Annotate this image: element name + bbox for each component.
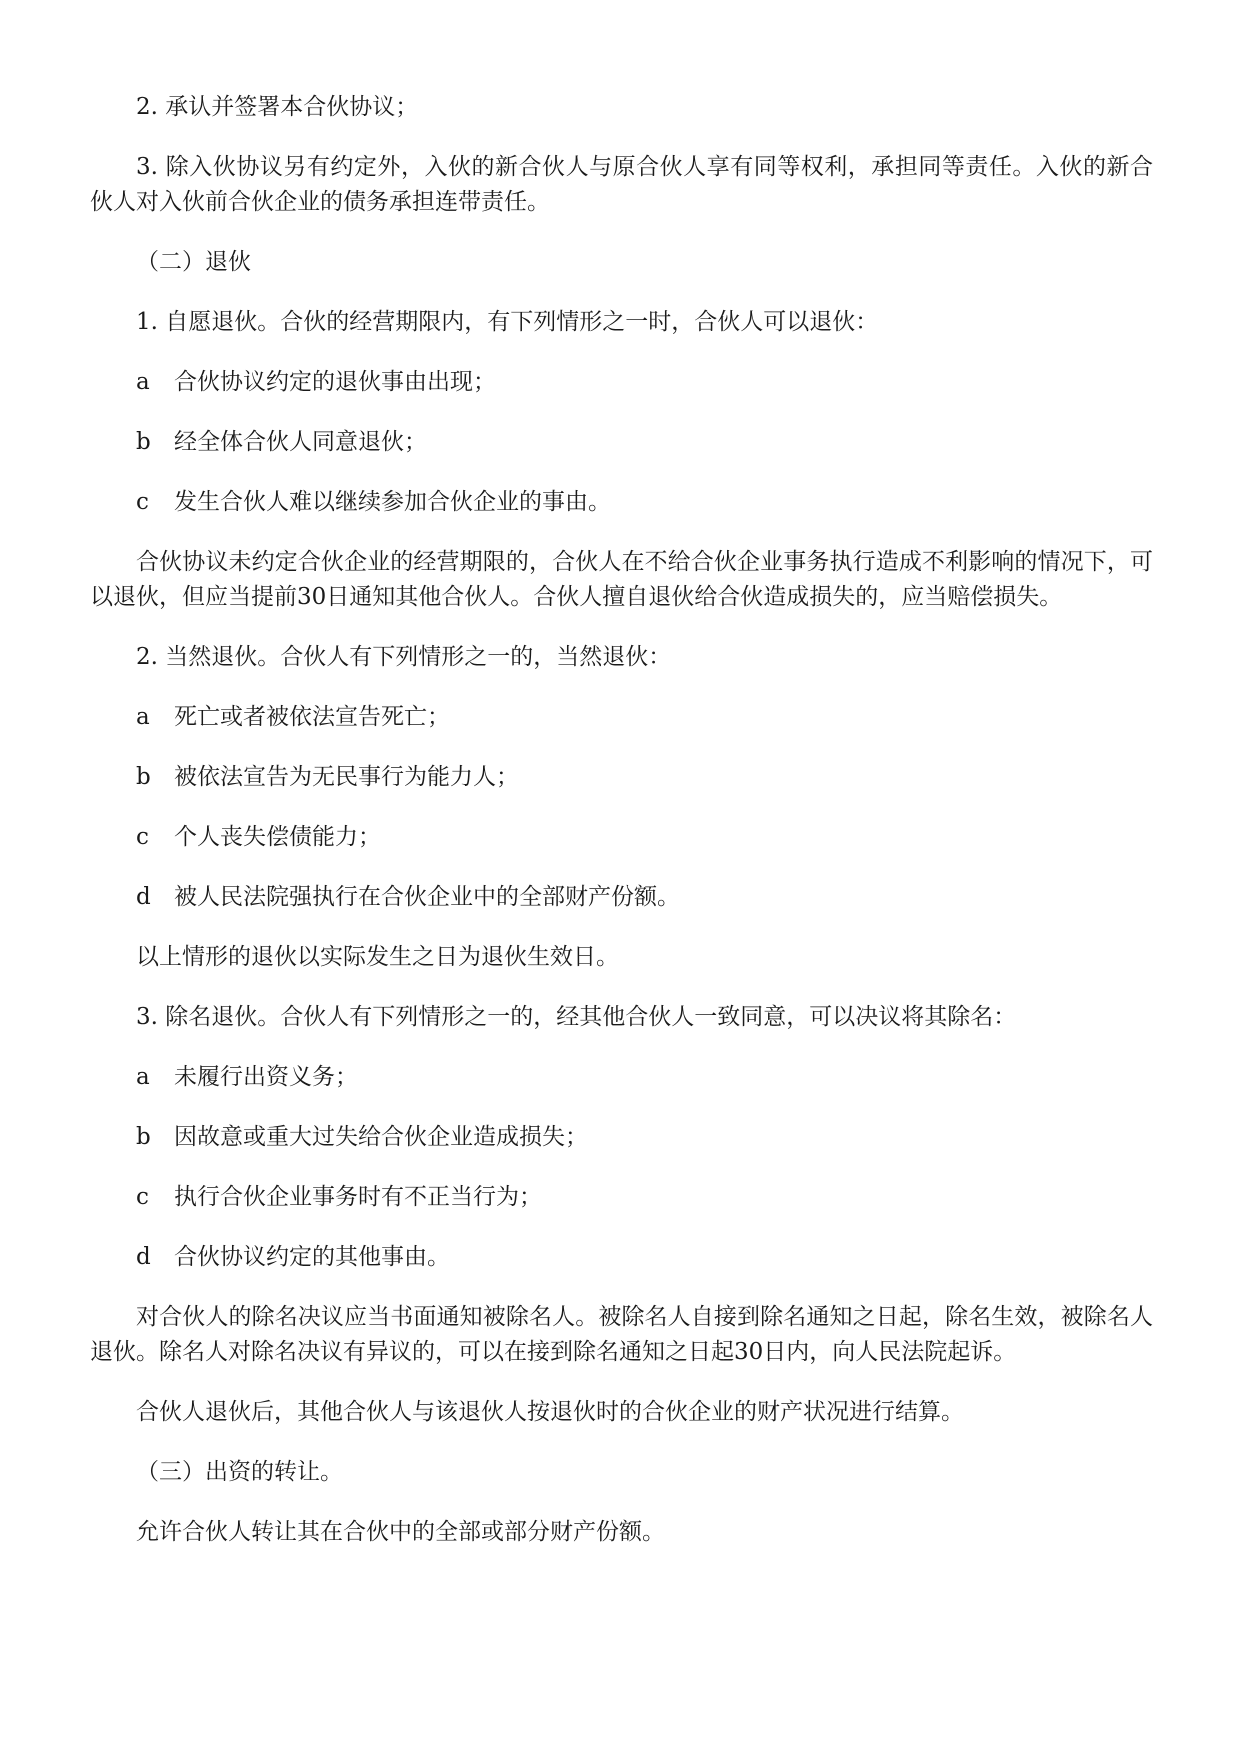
list-item	[90, 880, 1153, 915]
list-marker: c	[136, 824, 149, 850]
list-item	[90, 1180, 1153, 1215]
list-marker: d	[136, 884, 151, 910]
paragraph-transfer-allowed: 允许合伙人转让其在合伙中的全部或部分财产份额。	[136, 1519, 665, 1545]
list-marker: b	[136, 1124, 151, 1150]
paragraph-expulsion-notice: 对合伙人的除名决议应当书面通知被除名人。被除名人自接到除名通知之日起，除名生效，被除名人退伙。除名人对除名决议有异议的，可以在接到除名通知之日起30日内，向人民法院起诉。	[90, 1304, 1153, 1365]
list-item-text: 执行合伙企业事务时有不正当行为；	[174, 1184, 542, 1210]
list-marker: b	[136, 764, 151, 790]
list-item-text: 被人民法院强执行在合伙企业中的全部财产份额。	[174, 884, 680, 910]
list-item-text: 个人丧失偿债能力；	[174, 824, 381, 850]
list-item-text: 因故意或重大过失给合伙企业造成损失；	[174, 1124, 588, 1150]
list-item-text: 合伙协议约定的其他事由。	[174, 1244, 450, 1270]
paragraph-settlement: 合伙人退伙后，其他合伙人与该退伙人按退伙时的合伙企业的财产状况进行结算。	[136, 1399, 964, 1425]
list-item-text: 被依法宣告为无民事行为能力人；	[174, 764, 519, 790]
list-marker: a	[136, 369, 150, 395]
paragraph-sign-agreement: 2. 承认并签署本合伙协议；	[136, 94, 419, 120]
list-item-text: 合伙协议约定的退伙事由出现；	[174, 369, 496, 395]
paragraph-unlimited-term-withdrawal: 合伙协议未约定合伙企业的经营期限的，合伙人在不给合伙企业事务执行造成不利影响的情况下，可以退伙，但应当提前30日通知其他合伙人。合伙人擅自退伙给合伙造成损失的，应当赔偿损失。	[90, 549, 1153, 610]
list-marker: d	[136, 1244, 151, 1270]
list-marker: a	[136, 1064, 150, 1090]
list-marker: b	[136, 429, 151, 455]
list-item-text: 死亡或者被依法宣告死亡；	[174, 704, 450, 730]
list-item	[90, 1240, 1153, 1275]
paragraph-effective-date: 以上情形的退伙以实际发生之日为退伙生效日。	[136, 944, 619, 970]
list-item-text: 发生合伙人难以继续参加合伙企业的事由。	[174, 489, 611, 515]
list-item	[90, 1120, 1153, 1155]
list-item	[90, 700, 1153, 735]
paragraph-voluntary-withdrawal: 1. 自愿退伙。合伙的经营期限内，有下列情形之一时，合伙人可以退伙：	[136, 309, 879, 335]
section-heading-capital-transfer: （三）出资的转让。	[136, 1459, 343, 1485]
list-item	[90, 485, 1153, 520]
paragraph-automatic-withdrawal: 2. 当然退伙。合伙人有下列情形之一的，当然退伙：	[136, 644, 672, 670]
section-heading-withdrawal: （二）退伙	[136, 249, 251, 275]
list-item	[90, 365, 1153, 400]
list-marker: c	[136, 1184, 149, 1210]
list-marker: c	[136, 489, 149, 515]
list-marker: a	[136, 704, 150, 730]
paragraph-new-partner-rights: 3. 除入伙协议另有约定外，入伙的新合伙人与原合伙人享有同等权利，承担同等责任。入伙的新合伙人对入伙前合伙企业的债务承担连带责任。	[90, 154, 1153, 215]
list-item	[90, 425, 1153, 460]
list-item-text: 未履行出资义务；	[174, 1064, 358, 1090]
list-item-text: 经全体合伙人同意退伙；	[174, 429, 427, 455]
paragraph-expulsion: 3. 除名退伙。合伙人有下列情形之一的，经其他合伙人一致同意，可以决议将其除名：	[136, 1004, 1017, 1030]
list-item	[90, 760, 1153, 795]
list-item	[90, 820, 1153, 855]
list-item	[90, 1060, 1153, 1095]
